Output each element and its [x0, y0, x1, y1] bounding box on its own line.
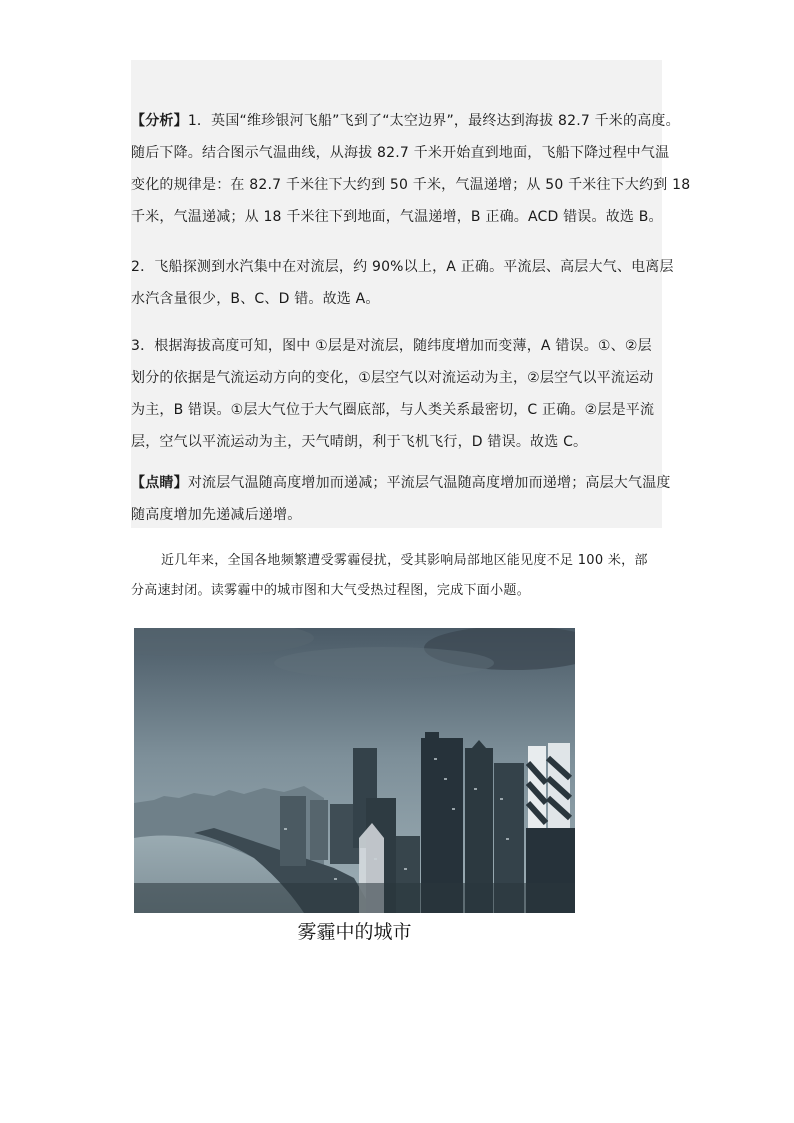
analysis-line: 划分的依据是气流运动方向的变化，①层空气以对流运动为主，②层空气以平流运动	[131, 370, 654, 386]
question-line: 分高速封闭。读雾霾中的城市图和大气受热过程图，完成下面小题。	[131, 583, 531, 598]
analysis-text: 1．英国“维珍银河飞船”飞到了“太空边界”，最终达到海拔 82.7 千米的高度。	[187, 113, 680, 129]
analysis-line: 2．飞船探测到水汽集中在对流层，约 90%以上，A 正确。平流层、高层大气、电离层	[131, 259, 674, 275]
analysis-line: 3．根据海拔高度可知，图中 ①层是对流层，随纬度增加而变薄，A 错误。①、②层	[131, 338, 652, 354]
analysis-tag: 【分析】	[131, 113, 188, 129]
question-line: 近几年来，全国各地频繁遭受雾霾侵扰，受其影响局部地区能见度不足 100 米，部	[161, 553, 648, 568]
key-point-line	[131, 467, 671, 499]
analysis-line: 变化的规律是：在 82.7 千米往下大约到 50 千米，气温递增；从 50 千米往下大约到 18	[131, 177, 691, 193]
smog-city-photo	[134, 628, 575, 913]
figure-caption: 雾霾中的城市	[297, 921, 412, 943]
question-stem	[131, 546, 662, 606]
analysis-line: 千米，气温递减；从 18 千米往下到地面，气温递增，B 正确。ACD 错误。故选 B。	[131, 209, 663, 225]
analysis-paragraph-2	[131, 251, 674, 315]
analysis-line: 水汽含量很少，B、C、D 错。故选 A。	[131, 291, 380, 307]
analysis-line: 层，空气以平流运动为主，天气晴朗，利于飞机飞行，D 错误。故选 C。	[131, 434, 588, 450]
key-point-tag: 【点睛】	[131, 475, 188, 491]
key-point-text: 对流层气温随高度增加而递减；平流层气温随高度增加而递增；高层大气温度	[187, 475, 671, 491]
analysis-paragraph-3	[131, 330, 662, 458]
analysis-line	[131, 105, 680, 137]
analysis-paragraph-1	[131, 105, 691, 233]
analysis-line: 随后下降。结合图示气温曲线，从海拔 82.7 千米开始直到地面，飞船下降过程中气温	[131, 145, 670, 161]
analysis-line: 为主，B 错误。①层大气位于大气圈底部，与人类关系最密切，C 正确。②层是平流	[131, 402, 655, 418]
key-point-line: 随高度增加先递减后递增。	[131, 507, 302, 523]
key-point-paragraph	[131, 467, 671, 531]
